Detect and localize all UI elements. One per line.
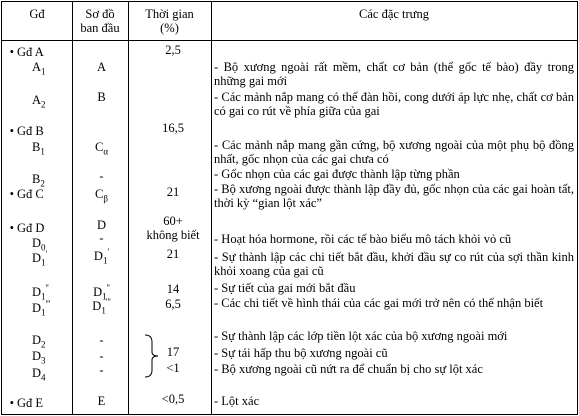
- substage-label: $D_0$: [32, 236, 46, 253]
- header-divider: [2, 40, 577, 41]
- right-brace-icon: [143, 334, 163, 378]
- time-value: 60+ không biết: [146, 214, 200, 243]
- scheme-value: -: [99, 363, 104, 377]
- time-value: 6,5: [165, 297, 181, 311]
- substage-label: $D_1''$: [32, 282, 49, 302]
- scheme-value: $D_1'$: [93, 246, 110, 266]
- feature-text: - Gốc nhọn của các gai được thành lập từng phần: [214, 167, 460, 181]
- header-stage: Gđ: [29, 7, 45, 21]
- feature-text: - Các mảnh nắp mang có thể đàn hồi, cong dưới áp lực nhẹ, chất cơ bản có gai co rút về phía giữa của gai: [214, 90, 574, 118]
- scheme-value: -: [99, 169, 104, 183]
- feature-text: - Lột xác: [214, 394, 260, 408]
- scheme-value: $C_\beta$: [95, 187, 108, 204]
- stage-label: • Gđ A: [2, 45, 74, 59]
- time-value: <0,5: [161, 392, 185, 406]
- substage-label: $D_2$: [32, 333, 46, 350]
- substage-label: $A_1$: [32, 60, 46, 77]
- substage-label: $B_1$: [32, 140, 45, 157]
- header-features: Các đặc trưng: [359, 7, 429, 21]
- time-value: 2,5: [165, 43, 181, 57]
- stage-table: [1, 1, 578, 415]
- scheme-value: A: [96, 60, 107, 74]
- stage-label: • Gđ C: [2, 187, 74, 201]
- feature-text: - Sự thành lập các chi tiết bắt đầu, khởi đầu sự co rút của sợi thần kinh khỏi xoang của gai cũ: [214, 250, 574, 278]
- feature-text: - Bộ xương ngoài rất mềm, chất cơ bản (thể gốc tế bào) đầy trong những gai mới: [214, 60, 574, 88]
- time-value: 17: [166, 345, 180, 359]
- bullet-icon: •: [9, 221, 14, 235]
- substage-label: $D_3$: [32, 349, 46, 366]
- scheme-value: -: [99, 349, 104, 363]
- bullet-icon: •: [9, 45, 14, 59]
- stage-label: • Gđ E: [2, 396, 74, 410]
- feature-text: - Sự thành lập các lớp tiền lột xác của bộ xương ngoài mới: [214, 329, 508, 343]
- time-value: 21: [166, 185, 180, 199]
- scheme-value: -: [99, 231, 104, 245]
- time-value: <1: [166, 361, 180, 375]
- time-value: 16,5: [162, 121, 184, 135]
- feature-text: - Sự tái hấp thu bộ xương ngoài cũ: [214, 346, 388, 360]
- scheme-value: $D_1''$: [93, 282, 110, 302]
- feature-text: - Bộ xương ngoài cũ nứt ra để chuẩn bị cho sự lột xác: [214, 362, 483, 376]
- scheme-value: D: [96, 218, 107, 232]
- header-time: Thời gian (%): [145, 7, 194, 36]
- time-value: 21: [166, 247, 180, 261]
- scheme-value: E: [97, 394, 106, 408]
- scheme-value: B: [97, 90, 106, 104]
- stage-label: • Gđ D: [2, 221, 74, 235]
- feature-text: - Bộ xương ngoài được thành lập đầy đủ, gốc nhọn của các gai hoàn tất, thời kỳ “gian lột xác”: [214, 182, 574, 210]
- feature-text: - Các mảnh nắp mang gần cứng, bộ xương ngoài của một phụ bộ đồng nhất, gốc nhọn của các gai chưa có: [214, 138, 574, 166]
- substage-label: $D_1'''$: [32, 298, 51, 318]
- substage-label: $B_2$: [32, 172, 45, 189]
- substage-label: $D_4$: [32, 366, 46, 383]
- feature-text: - Sự tiết của gai mới bắt đầu: [214, 281, 356, 295]
- bullet-icon: •: [9, 187, 14, 201]
- bullet-icon: •: [9, 396, 14, 410]
- time-value: 14: [166, 282, 180, 296]
- feature-text: - Các chi tiết về hình thái của các gai mới trở nên có thể nhận biết: [214, 296, 544, 310]
- substage-label: $A_2$: [32, 93, 46, 110]
- feature-text: - Hoạt hóa hormone, rồi các tế bào biểu mô tách khỏi vỏ cũ: [214, 232, 512, 246]
- bullet-icon: •: [9, 124, 14, 138]
- substage-label: $D_1'$: [32, 248, 48, 268]
- scheme-value: $D_1'''$: [92, 296, 111, 316]
- header-scheme: Sơ đồ ban đầu: [80, 7, 120, 36]
- scheme-value: -: [99, 333, 104, 347]
- stage-label: • Gđ B: [2, 124, 74, 138]
- scheme-value: $C_\alpha$: [94, 140, 109, 157]
